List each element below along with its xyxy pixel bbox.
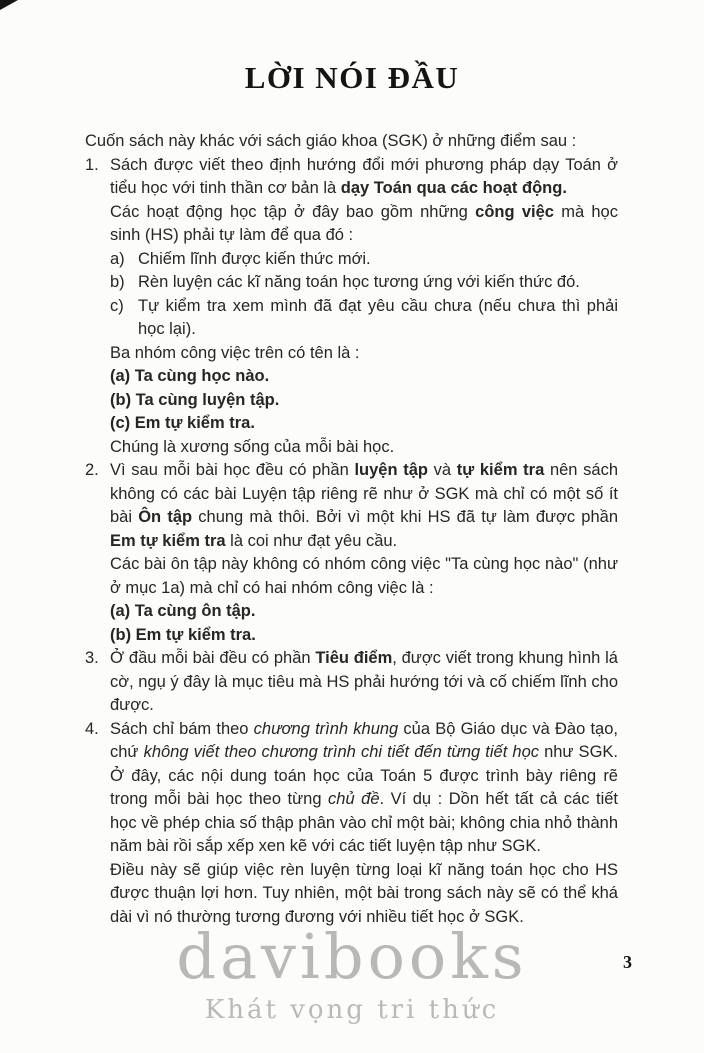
- item-label: c): [110, 296, 124, 315]
- watermark-brand: davibooks: [176, 920, 528, 993]
- watermark: [0, 920, 704, 1026]
- text-segment: luyện tập: [354, 461, 428, 479]
- text-segment: như SGK. Ở đây, các nội dung toán học của Toán 5 được trình bày riêng rẽ trong mỗi bài học theo từng: [110, 743, 618, 808]
- text-segment: (a) Ta cùng ôn tập.: [110, 602, 256, 620]
- paragraph: [110, 365, 618, 389]
- text-segment: (a) Ta cùng học nào.: [110, 367, 270, 385]
- numbered-item: [85, 647, 618, 718]
- text-segment: Ba nhóm công việc trên có tên là :: [110, 343, 360, 362]
- text-segment: và: [427, 461, 457, 479]
- text-segment: Sách được viết theo định hướng đổi mới phương pháp dạy Toán ở tiểu học với tinh thần cơ bản là: [110, 155, 618, 197]
- lettered-item: [110, 295, 618, 342]
- text-segment: (c) Em tự kiểm tra.: [110, 414, 255, 432]
- text-segment: Ở đầu mỗi bài đều có phần: [110, 649, 316, 667]
- text-segment: Tiêu điểm: [315, 649, 393, 667]
- item-label: a): [110, 249, 125, 268]
- text-segment: , được viết trong khung hình lá cờ, ngụ ý đây là mục tiêu mà HS phải hướng tới và cố chiếm lĩnh cho được.: [110, 649, 618, 714]
- document-body: [85, 130, 618, 929]
- text-segment: nên sách không có các bài Luyện tập riêng rẽ như ở SGK mà chỉ có một số ít bài: [110, 461, 618, 526]
- paragraph: [110, 600, 618, 624]
- watermark-slogan: Khát vọng tri thức: [204, 995, 500, 1025]
- text-segment: Các hoạt động học tập ở đây bao gồm những: [110, 202, 476, 221]
- text-segment: Chúng là xương sống của mỗi bài học.: [110, 437, 395, 456]
- lettered-item: [110, 271, 618, 295]
- text-segment: Tự kiểm tra xem mình đã đạt yêu cầu chưa (nếu chưa thì phải học lại).: [138, 296, 618, 338]
- item-label: 4.: [85, 719, 99, 738]
- text-segment: Rèn luyện các kĩ năng toán học tương ứng với kiến thức đó.: [138, 273, 580, 291]
- text-segment: Ôn tập: [138, 508, 193, 526]
- text-segment: mà học sinh (HS) phải tự làm để qua đó :: [110, 202, 618, 244]
- paragraph: [110, 859, 618, 930]
- text-segment: (b) Em tự kiểm tra.: [110, 625, 256, 644]
- text-segment: là coi như đạt yêu cầu.: [225, 531, 398, 550]
- paragraph: [110, 436, 618, 460]
- text-segment: Cuốn sách này khác với sách giáo khoa (SGK) ở những điểm sau :: [85, 132, 577, 150]
- paragraph: [110, 624, 618, 648]
- page-title: LỜI NÓI ĐẦU: [244, 60, 460, 95]
- text-segment: Điều này sẽ giúp việc rèn luyện từng loại kĩ năng toán học cho HS được thuận lợi hơn. Tuy nhiên, một bài trong sách này sẽ có thể khá dài vì nó thường tương đương với nhiều tiết học ở SGK.: [110, 860, 618, 926]
- text-segment: Chiếm lĩnh được kiến thức mới.: [138, 249, 371, 268]
- text-segment: Em tự kiểm tra: [110, 531, 226, 550]
- paragraph: [110, 553, 618, 600]
- paragraph: [85, 130, 618, 154]
- paragraph: [110, 342, 618, 366]
- text-segment: công việc: [475, 202, 554, 221]
- numbered-item: [85, 154, 618, 201]
- text-segment: (b) Ta cùng luyện tập.: [110, 390, 280, 409]
- item-label: 1.: [85, 155, 99, 174]
- text-segment: chủ đề: [328, 790, 380, 808]
- text-segment: Sách chỉ bám theo: [110, 719, 254, 738]
- item-label: 3.: [85, 649, 99, 667]
- item-label: b): [110, 273, 125, 291]
- numbered-item: [85, 459, 618, 553]
- lettered-item: [110, 248, 618, 272]
- scan-artifact: [0, 0, 18, 10]
- page-number: 3: [623, 952, 632, 972]
- numbered-item: [85, 718, 618, 859]
- text-segment: chung mà thôi. Bởi vì một khi HS đã tự làm được phần: [192, 508, 619, 526]
- text-segment: . Ví dụ : Dồn hết tất cả các tiết học về phép chia số thập phân vào chỉ một bài; không chia nhỏ thành năm bài rồi sắp xếp xen kẽ với các tiết luyện tập như SGK.: [110, 790, 618, 855]
- text-segment: Các bài ôn tập này không có nhóm công việc "Ta cùng học nào" (như ở mục 1a) mà chỉ có hai nhóm công việc là :: [110, 555, 618, 597]
- text-segment: Vì sau mỗi bài học đều có phần: [110, 461, 355, 479]
- text-segment: tự kiểm tra: [456, 461, 545, 479]
- text-segment: chương trình khung: [253, 719, 399, 738]
- text-segment: dạy Toán qua các hoạt động.: [340, 179, 567, 197]
- paragraph: [110, 389, 618, 413]
- text-segment: của Bộ Giáo dục và Đào tạo, chứ: [110, 719, 618, 761]
- paragraph: [110, 412, 618, 436]
- text-segment: không viết theo chương trình chi tiết đến từng tiết học: [143, 743, 539, 761]
- paragraph: [110, 201, 618, 248]
- item-label: 2.: [85, 461, 99, 479]
